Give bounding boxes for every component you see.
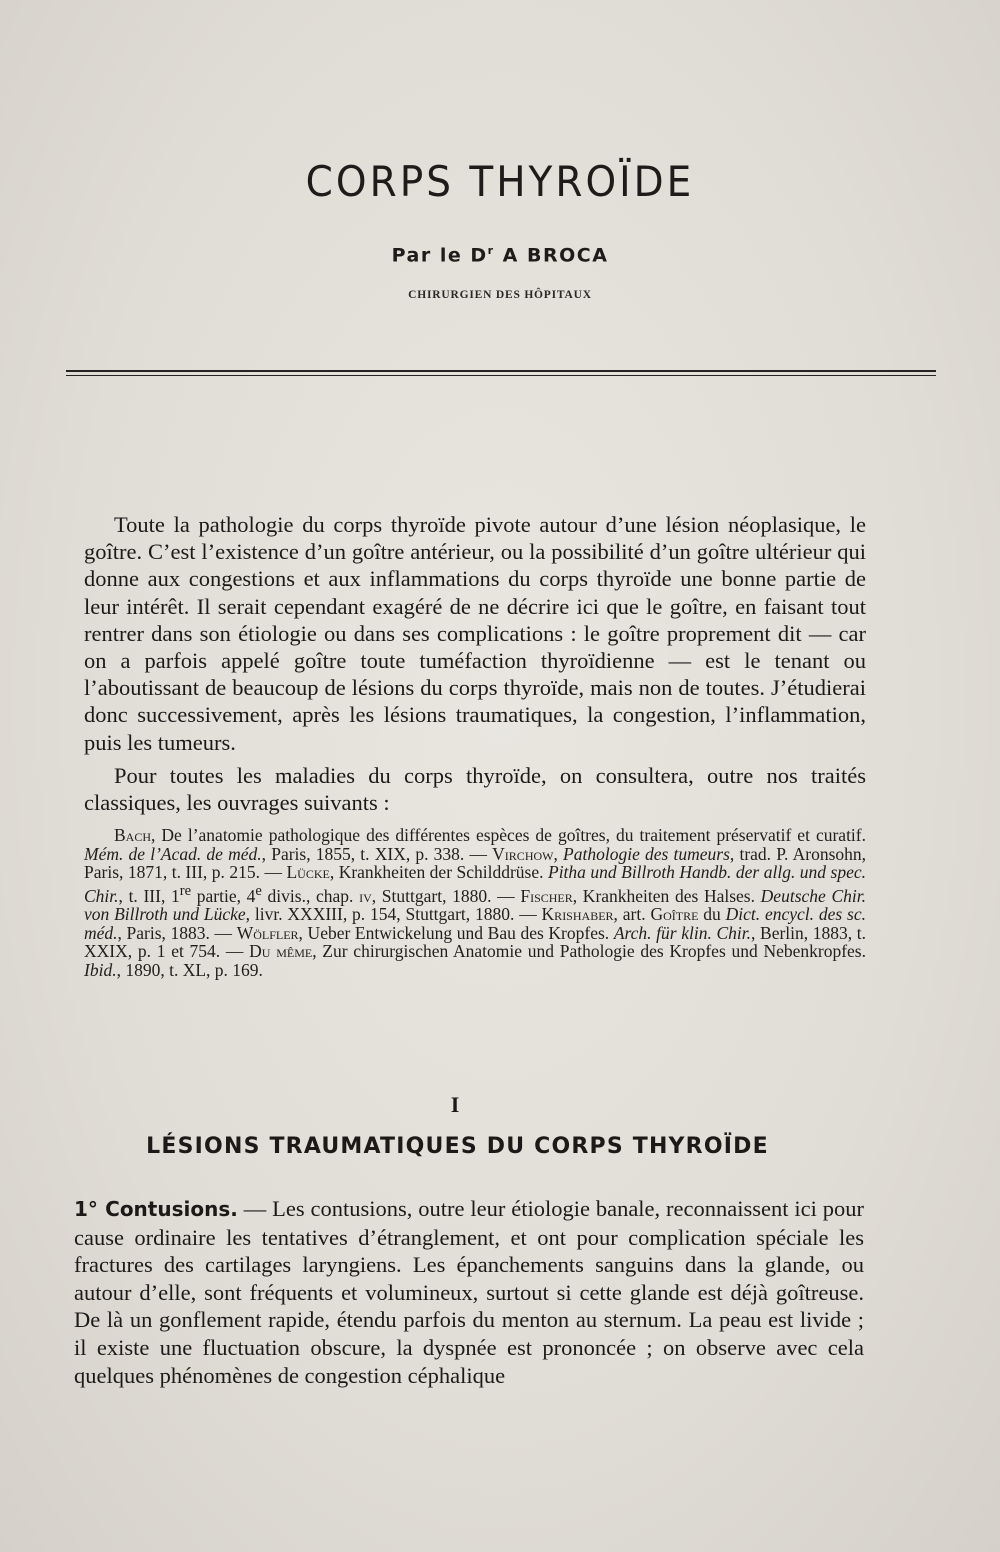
author-prefix: Par le D <box>391 244 488 267</box>
biblio-author: Du même <box>249 941 313 962</box>
biblio-text: , t. III, 1 <box>118 885 180 906</box>
subsection-text: — Les contusions, outre leur étiologie banale, reconnaissent ici pour cause ordinaire les tentatives d’étranglement, et ont pour complication spéciale les fractures des cartilages laryngiens. Les épanchements sanguins dans la glande, ou autour d’elle, sont fréquents et volumineux, surtout si cette glande est déjà goîtreuse. De là un gonflement rapide, étendu parfois du menton au sternum. La peau est livide ; il existe une fluctuation obscure, la dyspnée est prononcée ; on observe avec cela quelques phénomènes de congestion céphalique <box>74 1196 865 1388</box>
biblio-author: Fischer <box>520 885 573 906</box>
biblio-source: Ibid. <box>84 959 117 980</box>
biblio-text: , De l’anatomie pathologique des différentes espèces de goîtres, du traitement préservatif et curatif. <box>151 825 866 845</box>
biblio-text: , livr. XXXIII, p. 154, Stuttgart, 1880. — <box>245 904 542 925</box>
biblio-author: Lücke <box>286 862 330 883</box>
biblio-source: Arch. für klin. Chir. <box>613 922 752 943</box>
biblio-text: partie, 4 <box>191 885 256 906</box>
intro-paragraph-2: Pour toutes les maladies du corps thyroïde, on consultera, outre nos traités classiques, les ouvrages suivants : <box>84 763 866 816</box>
intro-paragraph-1: Toute la pathologie du corps thyroïde pivote autour d’une lésion néoplasique, le goître. C’est l’existence d’un goître antérieur, ou la possibilité d’un goître ultérieur qui donne aux congestions et aux inflammations du corps thyroïde une bonne partie de leur intérêt. Il serait cependant exagéré de ne décrire ici que le goître, en faisant tout rentrer dans son étiologie ou dans ses complications : le goître proprement dit — car on a parfois appelé goître toute tuméfaction thyroïdienne — est le tenant ou l’aboutissant de beaucoup de lésions du corps thyroïde, mais non de toutes. J’étudierai donc successivement, après les lésions traumatiques, la congestion, l’inflammation, puis les tumeurs. <box>84 512 866 755</box>
biblio-text: , trad. P. Aronsohn, Paris, 1871, t. III, p. 215. — <box>84 843 867 883</box>
biblio-source: Pathologie des tumeurs <box>563 843 730 864</box>
biblio-author: Krishaber <box>541 904 614 925</box>
author-name: A BROCA <box>494 244 609 267</box>
header-rule-thick <box>66 370 936 372</box>
biblio-author: Wölfler <box>236 922 299 943</box>
article-title: CORPS THYROÏDE <box>305 158 695 207</box>
subsection-heading: 1° Contusions. <box>74 1197 238 1221</box>
biblio-text: , Krankheiten der Schilddrüse. <box>329 862 548 883</box>
biblio-source: Mém. de l’Acad. de méd. <box>84 843 262 864</box>
biblio-text: , Stuttgart, 1880. — <box>371 885 521 906</box>
biblio-source: Deutsche Chir. von Billroth und Lücke <box>84 885 866 925</box>
biblio-sup: re <box>179 882 192 899</box>
biblio-text: , Zur chirurgischen Anatomie und Pathologie des Kropfes und Nebenkropfes. <box>312 941 866 962</box>
biblio-author: Virchow <box>492 843 554 864</box>
biblio-text: , art. <box>613 904 651 925</box>
biblio-text: , Paris, 1855, t. XIX, p. 338. — <box>261 843 493 864</box>
biblio-entry-word: Goître <box>650 904 699 925</box>
biblio-text: divis., chap. <box>261 885 360 906</box>
biblio-sup: e <box>255 882 262 899</box>
biblio-text: , Paris, 1883. — <box>117 922 237 943</box>
author-line <box>0 244 1000 266</box>
biblio-source: Pitha und Billroth Handb. der allg. und spec. Chir. <box>84 862 867 906</box>
biblio-text: , Ueber Entwickelung und Bau des Kropfes. <box>298 922 614 943</box>
biblio-author: Bach <box>114 825 152 845</box>
section-paragraph-1 <box>74 1195 864 1389</box>
author-title-sup: r <box>487 244 495 257</box>
biblio-text: du <box>698 904 726 925</box>
author-affiliation: CHIRURGIEN DES HÔPITAUX <box>408 289 592 301</box>
biblio-text: , <box>553 843 564 864</box>
header-rule-thin <box>66 375 936 376</box>
biblio-text: , Berlin, 1883, t. XXIX, p. 1 et 754. — <box>84 922 867 962</box>
biblio-text: , Krankheiten des Halses. <box>572 885 761 906</box>
section-number: I <box>450 1092 460 1117</box>
biblio-chapter: iv <box>359 885 372 906</box>
biblio-source: Dict. encycl. des sc. méd. <box>84 904 866 943</box>
bibliography <box>84 826 866 980</box>
section-title: LÉSIONS TRAUMATIQUES DU CORPS THYROÏDE <box>146 1134 769 1159</box>
biblio-text: , 1890, t. XL, p. 169. <box>116 959 263 980</box>
